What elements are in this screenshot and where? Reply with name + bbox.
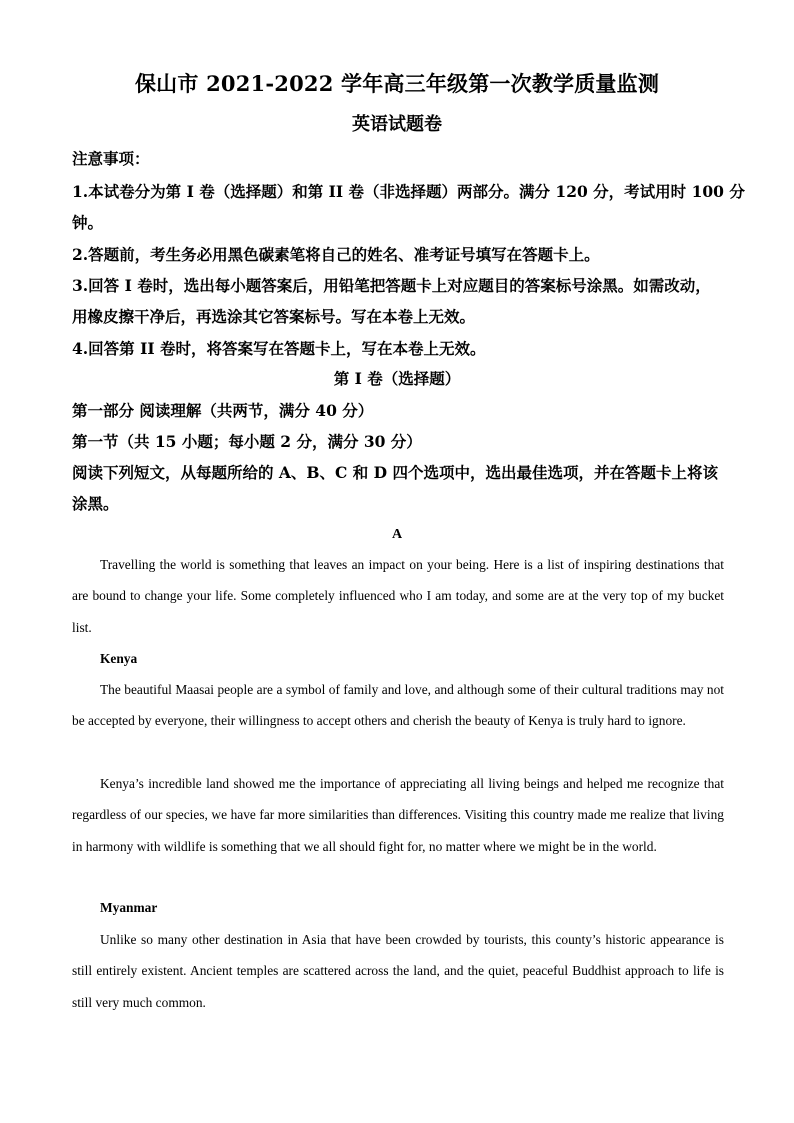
exam-title: 保山市 2021-2022 学年高三年级第一次教学质量监测 bbox=[134, 71, 660, 96]
notice-item-4: 4.回答第 II 卷时，将答案写在答题卡上，写在本卷上无效。 bbox=[72, 339, 486, 358]
passage-label: A bbox=[391, 527, 403, 542]
notice-heading: 注意事项： bbox=[72, 149, 150, 168]
instruction-line-1: 阅读下列短文，从每题所给的 A、B、C 和 D 四个选项中，选出最佳选项，并在答题卡上将该 bbox=[72, 463, 718, 482]
notice-item-1-line-1: 1.本试卷分为第 I 卷（选择题）和第 II 卷（非选择题）两部分。满分 120 分，考试用时 100 分 bbox=[72, 182, 745, 201]
myanmar-paragraph-1: Unlike so many other destination in Asia that have been crowded by tourists, this county’s historic appearance is still entirely existent. Ancient temples are scattered across the land, and the quiet, peaceful Buddhist approach to life is still very much common. bbox=[72, 932, 724, 1010]
notice-item-1-line-2: 钟。 bbox=[72, 213, 104, 232]
exam-subtitle: 英语试题卷 bbox=[352, 114, 442, 135]
passage-intro-paragraph: Travelling the world is something that leaves an impact on your being. Here is a list of inspiring destinations that are bound to change your life. Some completely influenced who I am today, and some are at the very top of my bucket list. bbox=[72, 557, 724, 635]
notice-item-2: 2.答题前，考生务必用黑色碳素笔将自己的姓名、准考证号填写在答题卡上。 bbox=[72, 245, 600, 264]
notice-item-3-line-1: 3.回答 I 卷时，选出每小题答案后，用铅笔把答题卡上对应题目的答案标号涂黑。如需改动， bbox=[72, 276, 711, 295]
notice-item-3-line-2: 用橡皮擦干净后，再选涂其它答案标号。写在本卷上无效。 bbox=[72, 307, 476, 326]
kenya-paragraph-1: The beautiful Maasai people are a symbol of family and love, and although some of their cultural traditions may not be accepted by everyone, their willingness to accept others and cherish the beauty of Kenya is truly hard to ignore. bbox=[72, 682, 724, 729]
part-one-heading: 第一部分 阅读理解（共两节，满分 40 分） bbox=[72, 401, 374, 420]
volume-title: 第 I 卷（选择题） bbox=[333, 369, 461, 388]
instruction-line-2: 涂黑。 bbox=[72, 494, 119, 513]
section-one-heading: 第一节（共 15 小题；每小题 2 分，满分 30 分） bbox=[72, 432, 422, 451]
myanmar-heading: Myanmar bbox=[100, 900, 158, 915]
kenya-paragraph-2: Kenya’s incredible land showed me the importance of appreciating all living beings and helped me recognize that regardless of our species, we have far more similarities than differences. Visiting this country made me realize that living in harmony with wildlife is something that we all should fight for, no matter where we might be in the world. bbox=[72, 776, 724, 854]
kenya-heading: Kenya bbox=[100, 651, 138, 666]
